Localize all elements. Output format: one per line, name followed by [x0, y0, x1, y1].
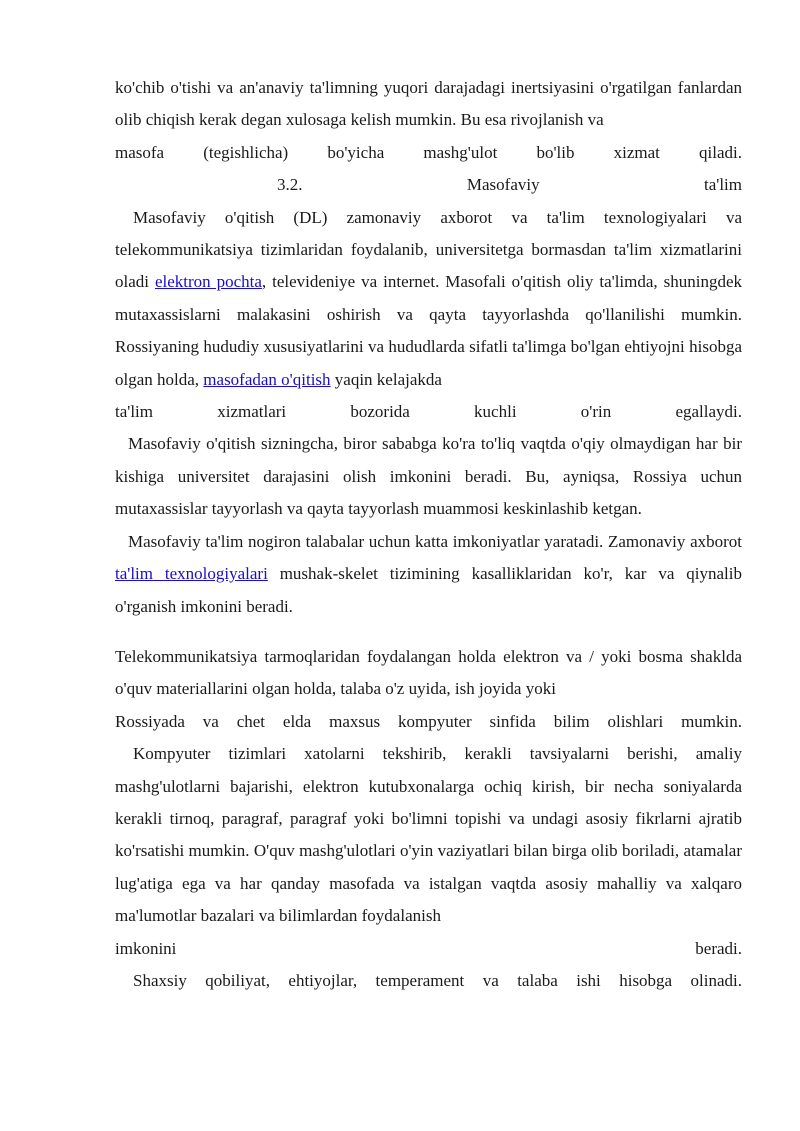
- paragraph-computer-systems: [115, 738, 742, 965]
- paragraph-intro: [115, 72, 742, 169]
- paragraph-university-degree: [115, 428, 742, 525]
- paragraph-computer-systems-last-line: imkonini beradi.: [115, 938, 742, 958]
- paragraph-intro-text: ko'chib o'tishi va an'anaviy ta'limning yuqori darajadagi inertsiyasini o'rgatilgan fanlardan olib chiqish kerak degan xulosaga kelish mumkin. Bu esa rivojlanish va: [115, 78, 742, 130]
- paragraph-personal-abilities-text: Shaxsiy qobiliyat, ehtiyojlar, temperament va talaba ishi hisobga olinadi.: [133, 970, 742, 990]
- link-elektron-pochta[interactable]: elektron pochta: [154, 272, 262, 292]
- section-heading: [115, 169, 742, 201]
- paragraph-university-degree-text: Masofaviy o'qitish sizningcha, biror sababga ko'ra to'liq vaqtda o'qiy olmaydigan har bir kishiga universitet darajasini olish imkonini beradi. Bu, ayniqsa, Rossiya uchun mutaxassislar tayyorlash va qayta tayyorlash muammosi keskinlashib ketgan.: [115, 434, 742, 519]
- paragraph-intro-last-line: masofa (tegishlicha) bo'yicha mashg'ulot bo'lib xizmat qiladi.: [115, 142, 742, 162]
- paragraph-distance-learning: [115, 202, 742, 429]
- link-masofadan-oqitish[interactable]: masofadan o'qitish: [203, 369, 331, 389]
- document-page: [115, 72, 742, 997]
- paragraph-disabled-students-text-a: Masofaviy ta'lim nogiron talabalar uchun katta imkoniyatlar yaratadi. Zamonaviy axborot: [128, 531, 742, 551]
- paragraph-disabled-students-text-b: mushak-skelet tizimining kasalliklaridan ko'r, kar va qiynalib o'rganish imkonini beradi.: [115, 564, 742, 616]
- paragraph-distance-learning-last-line: ta'lim xizmatlari bozorida kuchli o'rin egallaydi.: [115, 402, 742, 422]
- paragraph-computer-systems-text: Kompyuter tizimlari xatolarni tekshirib, kerakli tavsiyalarni berishi, amaliy mashg'ulotlarni bajarishi, elektron kutubxonalarga ochiq kirish, bir necha soniyalarda kerakli tirnoq, paragraf, paragraf yoki bo'limni topishi va undagi asosiy fikrlarni ajratib ko'rsatishi mumkin. O'quv mashg'ulotlari o'yin vaziyatlari bilan birga olib boriladi, atamalar lug'atiga ega va har qanday masofada va istalgan vaqtda asosiy mahalliy va xalqaro ma'lumotlar bazalari va bilimlardan foydalanish: [115, 744, 742, 926]
- paragraph-telecommunication-text: Telekommunikatsiya tarmoqlaridan foydalangan holda elektron va / yoki bosma shaklda o'quv materiallarini olgan holda, talaba o'z uyida, ish joyida yoki: [115, 646, 742, 699]
- paragraph-disabled-students: [115, 526, 742, 623]
- paragraph-distance-learning-text-a: Masofaviy o'qitish (DL) zamonaviy axborot va ta'lim texnologiyalari va telekommunikatsiya tizimlaridan foydalanib, universitetga bormasdan ta'lim xizmatlarini oladi: [115, 207, 742, 292]
- paragraph-distance-learning-text-c: yaqin kelajakda: [330, 369, 442, 389]
- paragraph-telecommunication: [115, 641, 742, 738]
- section-heading-text: 3.2. Masofaviy ta'lim: [277, 175, 742, 195]
- paragraph-telecommunication-last-line: Rossiyada va chet elda maxsus kompyuter sinfida bilim olishlari mumkin.: [115, 711, 742, 731]
- paragraph-personal-abilities: [115, 965, 742, 997]
- paragraph-distance-learning-text-b: , televideniye va internet. Masofali o'qitish oliy ta'limda, shuningdek mutaxassislarni malakasini oshirish va qayta tayyorlashda qo'llanilishi mumkin. Rossiyaning hududiy xususiyatlarini va hududlarda sifatli ta'limga bo'lgan ehtiyojni hisobga olgan holda,: [115, 272, 742, 389]
- link-talim-texnologiyalari[interactable]: ta'lim texnologiyalari: [115, 564, 268, 584]
